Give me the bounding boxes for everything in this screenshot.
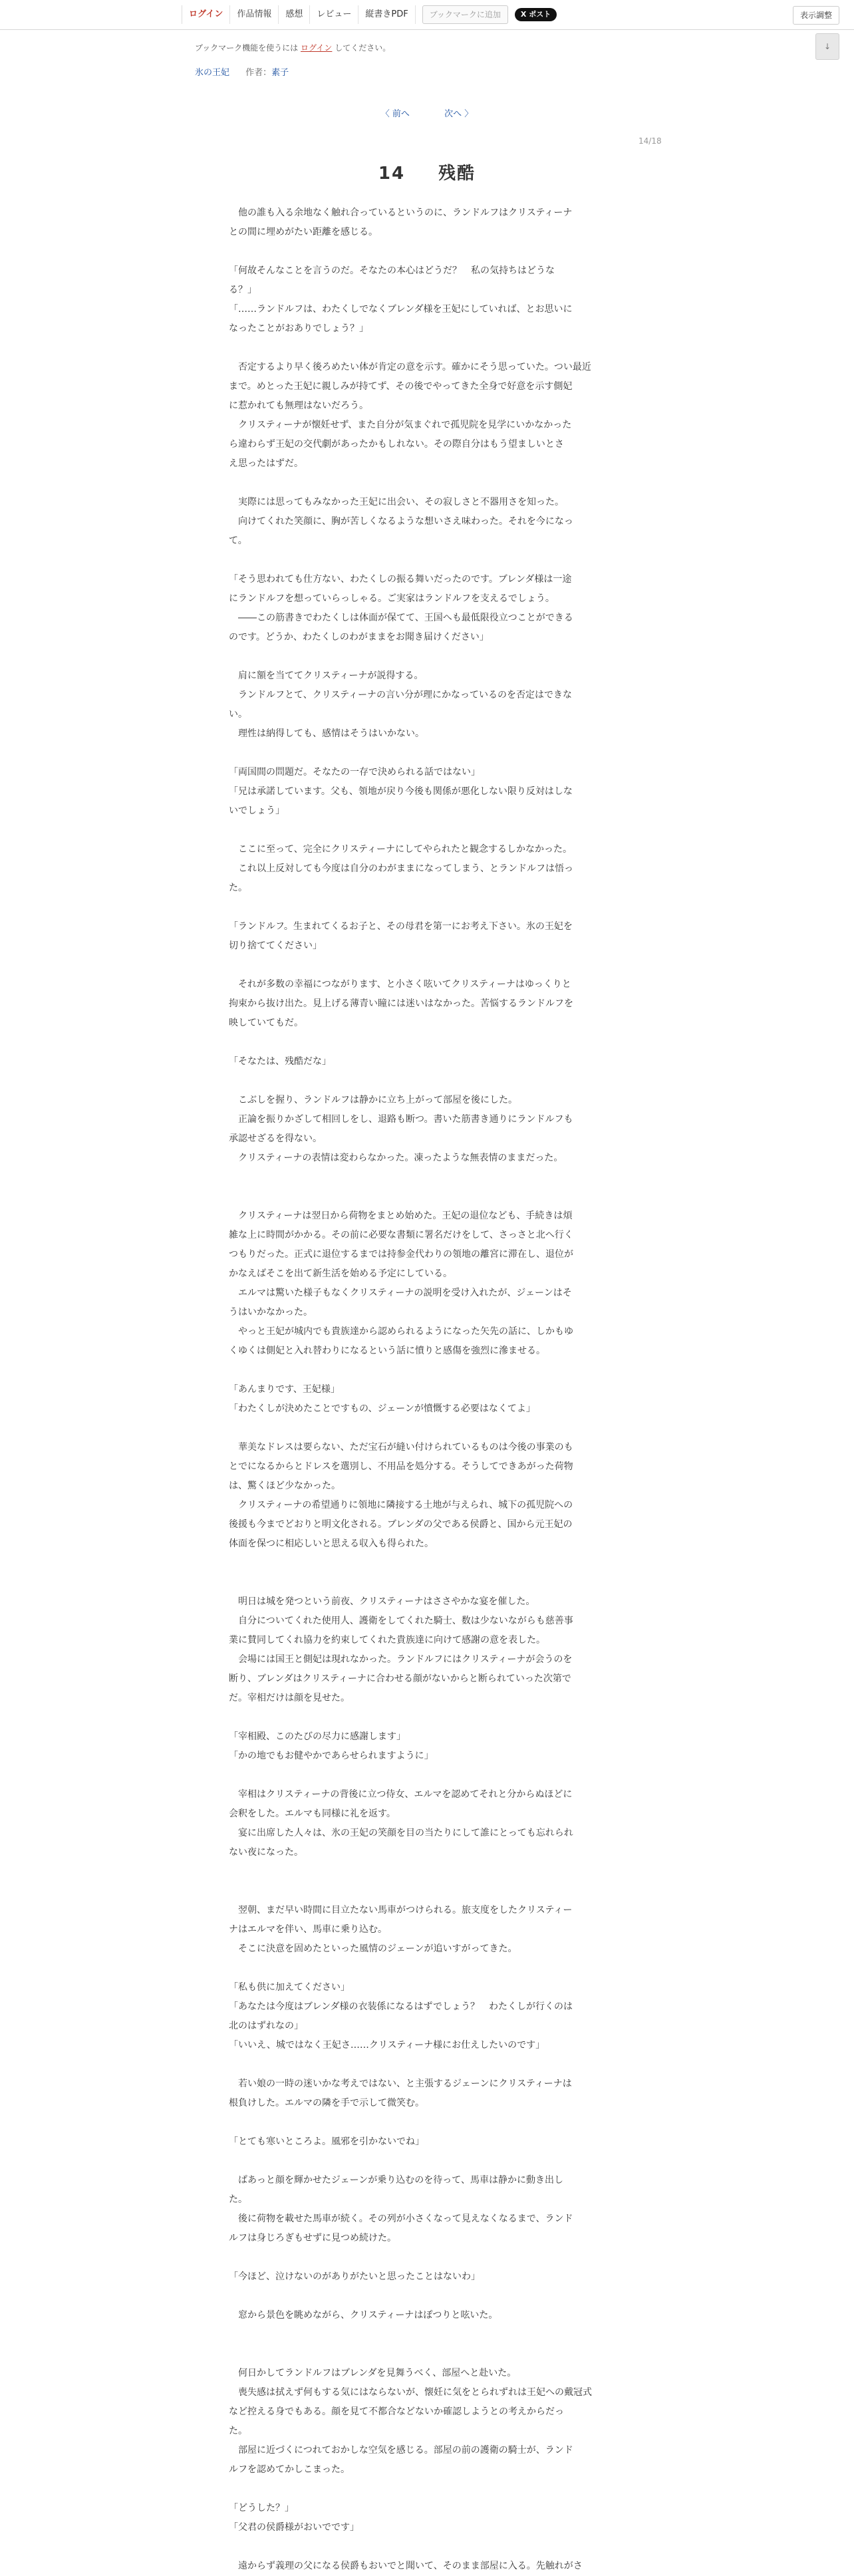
- novel-line: [229, 242, 625, 261]
- x-post-button[interactable]: X ポスト: [515, 8, 557, 21]
- novel-line: 会場には国王と側妃は現れなかった。ランドルフにはクリスティーナが会うのを: [229, 1654, 573, 1665]
- notice-text-before: ブックマーク機能を使うには: [195, 43, 301, 53]
- novel-line: [229, 1168, 625, 1187]
- novel-line: にランドルフを想っていらっしゃる。ご実家はランドルフを支えるでしょう。: [229, 593, 555, 604]
- novel-line: とでになるからとドレスを選別し、不用品を処分する。そうしてできあがった荷物: [229, 1461, 573, 1472]
- novel-line: くゆくは側妃と入れ替わりになるという話に憤りと感傷を強烈に滲ませる。: [229, 1346, 545, 1356]
- novel-line: [229, 1766, 625, 1785]
- novel-line: 「いいえ、城ではなく王妃さ……クリスティーナ様にお仕えしたいのです」: [229, 2040, 545, 2051]
- novel-line: [229, 1419, 625, 1438]
- novel-line: [229, 2055, 625, 2075]
- novel-line: エルマは驚いた様子もなくクリスティーナの説明を受け入れたが、ジェーンはそ: [229, 1288, 572, 1298]
- novel-line: ナはエルマを伴い、馬車に乗り込む。: [229, 1924, 387, 1935]
- novel-line: 「宰相殿、このたびの尽力に感謝します」: [229, 1731, 406, 1742]
- nav-vertical-pdf[interactable]: 縦書きPDF: [358, 5, 415, 24]
- novel-line: 向けてくれた笑顔に、胸が苦しくなるような想いさえ味わった。それを今になっ: [229, 516, 573, 527]
- novel-line: など控える身でもある。顔を見て不都合などないか確認しようとの考えからだっ: [229, 2406, 564, 2417]
- nav-review[interactable]: レビュー: [309, 5, 358, 24]
- novel-line: [229, 1959, 625, 1978]
- novel-line: いでしょう」: [229, 805, 285, 816]
- novel-line: 体面を保つに相応しいと思える収入も得られた。: [229, 1538, 434, 1549]
- novel-line: 部屋に近づくにつれておかしな空気を感じる。部屋の前の護衛の騎士が、ランド: [229, 2445, 573, 2456]
- novel-line: い。: [229, 709, 247, 720]
- prev-chapter-link[interactable]: 〈 前へ: [380, 109, 410, 119]
- author-link[interactable]: 素子: [271, 68, 289, 78]
- novel-line: ない夜になった。: [229, 1847, 303, 1858]
- novel-line: 他の誰も入る余地なく触れ合っているというのに、ランドルフはクリスティーナ: [229, 208, 573, 218]
- novel-line: 肩に額を当ててクリスティーナが説得する。: [229, 670, 424, 681]
- novel-line: [229, 898, 625, 917]
- novel-line: [229, 744, 625, 763]
- chapter-title-text: 残酷: [438, 164, 476, 184]
- novel-line: クリスティーナの希望通りに領地に隣接する土地が与えられ、城下の孤児院への: [229, 1500, 573, 1510]
- novel-line: 「どうした？」: [229, 2503, 294, 2513]
- novel-line: 翌朝、まだ早い時間に目立たない馬車がつけられる。旅支度をしたクリスティー: [229, 1905, 573, 1916]
- novel-line: 断り、ブレンダはクリスティーナに合わせる顔がないからと断られていった次第で: [229, 1673, 571, 1684]
- notice-login-link[interactable]: ログイン: [300, 43, 333, 53]
- novel-line: 「父君の侯爵様がおいでです」: [229, 2522, 359, 2533]
- novel-line: 後に荷物を載せた馬車が続く。その列が小さくなって見えなくなるまで、ランド: [229, 2214, 573, 2224]
- novel-line: 否定するより早く後ろめたい体が肯定の意を示す。確かにそう思っていた。つい最近: [229, 362, 591, 372]
- novel-line: [229, 1361, 625, 1380]
- novel-line: 北のはずれなの」: [229, 2021, 303, 2031]
- novel-line: 華美なドレスは要らない、ただ宝石が縫い付けられているものは今後の事業のも: [229, 1442, 573, 1453]
- novel-line: [229, 1882, 625, 1901]
- novel-line: [229, 2113, 625, 2132]
- novel-line: 窓から景色を眺めながら、クリスティーナはぽつりと呟いた。: [229, 2310, 498, 2321]
- novel-line: 「……ランドルフは、わたくしでなくブレンダ様を王妃にしていれば、とお思いに: [229, 304, 573, 315]
- novel-line: 拘束から抜け出た。見上げる薄青い瞳には迷いはなかった。苦悩するランドルフを: [229, 998, 573, 1009]
- novel-line: [229, 474, 625, 493]
- novel-line: 「何故そんなことを言うのだ。そなたの本心はどうだ？ 私の気持ちはどうな: [229, 265, 555, 276]
- next-chapter-link[interactable]: 次へ 〉: [444, 109, 474, 119]
- author-label: 作者：: [245, 68, 272, 78]
- chevron-down-icon: ↓: [823, 42, 831, 51]
- chapter-title: [0, 160, 854, 184]
- novel-line: 自分についてくれた使用人、護衛をしてくれた騎士、数は少ないながらも慈善事: [229, 1616, 573, 1626]
- novel-line: こぶしを握り、ランドルフは静かに立ち上がって部屋を後にした。: [229, 1095, 517, 1105]
- nav-login[interactable]: ログイン: [182, 5, 229, 24]
- novel-line: 何日かしてランドルフはブレンダを見舞うべく、部屋へと赴いた。: [229, 2368, 517, 2378]
- novel-line: 切り捨ててください」: [229, 940, 322, 951]
- novel-line: ここに至って、完全にクリスティーナにしてやられたと観念するしかなかった。: [229, 844, 573, 855]
- novel-line: だ。宰相だけは顔を見せた。: [229, 1693, 350, 1703]
- novel-line: [229, 1187, 625, 1207]
- novel-line: 雑な上に時間がかかる。その前に必要な書類に署名だけをして、さっさと北へ行く: [229, 1230, 573, 1240]
- novel-line: との間に埋めがたい距離を感じる。: [229, 227, 378, 237]
- novel-line: やっと王妃が城内でも貴族達から認められるようになった矢先の話に、しかもゆ: [229, 1326, 573, 1337]
- work-meta: [195, 65, 289, 78]
- novel-line: [229, 1033, 625, 1052]
- novel-line: た。: [229, 2426, 247, 2436]
- novel-line: 承認せざるを得ない。: [229, 1133, 322, 1144]
- novel-line: ルフを認めてかしこまった。: [229, 2464, 350, 2475]
- novel-line: 「かの地でもお健やかであらせられますように」: [229, 1751, 434, 1761]
- novel-line: なったことがおありでしょう？」: [229, 323, 368, 334]
- bookmark-login-notice: [195, 42, 390, 53]
- novel-line: かなえばそこを出て新生活を始める予定にしている。: [229, 1268, 452, 1279]
- nav-menu: [182, 5, 557, 24]
- novel-line: た。: [229, 2194, 247, 2205]
- novel-line: 「両国間の問題だ。そなたの一存で決められる話ではない」: [229, 767, 480, 778]
- novel-line: うはいかなかった。: [229, 1307, 313, 1318]
- novel-line: 喪失感は拭えず何もする気にはならないが、懐妊に気をとられずれは王妃への戴冠式: [229, 2387, 592, 2398]
- novel-line: [229, 339, 625, 358]
- novel-line: それが多数の幸福につながります、と小さく呟いてクリスティーナはゆっくりと: [229, 979, 571, 990]
- novel-line: 遠からず義理の父になる侯爵もおいでと聞いて、そのまま部屋に入る。先触れがさ: [229, 2561, 583, 2571]
- novel-line: [229, 2345, 625, 2364]
- novel-line: は、驚くほど少なかった。: [229, 1481, 341, 1491]
- novel-line: ぱあっと顔を輝かせたジェーンが乗り込むのを待って、馬車は静かに動き出し: [229, 2175, 564, 2186]
- novel-line: [229, 2325, 625, 2345]
- chapter-pager: [0, 106, 854, 119]
- novel-line: て。: [229, 535, 247, 546]
- series-link[interactable]: 氷の王妃: [195, 68, 230, 78]
- novel-line: ルフは身じろぎもせずに見つめ続けた。: [229, 2233, 396, 2243]
- novel-line: [229, 821, 625, 840]
- novel-line: ――この筋書きでわたくしは体面が保てて、王国へも最低限役立つことができる: [229, 613, 573, 623]
- novel-line: 「とても寒いところよ。風邪を引かないでね」: [229, 2136, 424, 2147]
- novel-line: 「兄は承諾しています。父も、領地が戻り今後も関係が悪化しない限り反対はしな: [229, 786, 573, 797]
- novel-line: これ以上反対しても今度は自分のわがままになってしまう、とランドルフは悟っ: [229, 863, 573, 874]
- novel-line: 若い娘の一時の迷いかな考えではない、と主張するジェーンにクリスティーナは: [229, 2078, 572, 2089]
- novel-line: そこに決意を固めたといった風情のジェーンが追いすがってきた。: [229, 1943, 517, 1954]
- nav-work-info[interactable]: 作品情報: [229, 5, 278, 24]
- novel-line: [229, 1554, 625, 1573]
- novel-line: [229, 551, 625, 570]
- novel-line: 業に賛同してくれ協力を約束してくれた貴族達に向けて感謝の意を表した。: [229, 1635, 545, 1646]
- novel-line: [229, 956, 625, 975]
- novel-line: 「ランドルフ。生まれてくるお子と、その母君を第一にお考え下さい。氷の王妃を: [229, 921, 573, 932]
- novel-line: 「あなたは今度はブレンダ様の衣装係になるはずでしょう？ わたくしが行くのは: [229, 2001, 573, 2012]
- novel-line: [229, 647, 625, 666]
- scroll-down-button[interactable]: [815, 33, 839, 60]
- novel-line: 「私も供に加えてください」: [229, 1982, 350, 1993]
- novel-line: [229, 1573, 625, 1592]
- novel-line: 会釈をした。エルマも同様に礼を返す。: [229, 1808, 396, 1819]
- novel-line: 映していてもだ。: [229, 1018, 303, 1028]
- novel-line: え思ったはずだ。: [229, 458, 303, 469]
- novel-line: 「わたくしが決めたことですもの、ジェーンが憤慨する必要はなくてよ」: [229, 1403, 535, 1414]
- novel-line: クリスティーナの表情は変わらなかった。凍ったような無表情のままだった。: [229, 1153, 563, 1163]
- novel-line: [229, 2537, 625, 2557]
- nav-impressions[interactable]: 感想: [278, 5, 309, 24]
- novel-line: のです。どうか、わたくしのわがままをお聞き届けください」: [229, 632, 489, 643]
- novel-line: 後援も今までどおりと明文化される。ブレンダの父である侯爵と、国から元王妃の: [229, 1519, 573, 1530]
- novel-line: 「今ほど、泣けないのがありがたいと思ったことはないわ」: [229, 2271, 480, 2282]
- novel-line: クリスティーナが懐妊せず、また自分が気まぐれで孤児院を見学にいかなかった: [229, 420, 572, 430]
- novel-line: ランドルフとて、クリスティーナの言い分が理にかなっているのを否定はできな: [229, 690, 573, 700]
- novel-line: つもりだった。正式に退位するまでは持参金代わりの領地の離宮に滞在し、退位が: [229, 1249, 573, 1260]
- novel-line: クリスティーナは翌日から荷物をまとめ始めた。王妃の退位なども、手続きは煩: [229, 1211, 573, 1221]
- novel-line: る？」: [229, 285, 257, 295]
- add-bookmark-button[interactable]: ブックマークに追加: [422, 5, 508, 24]
- novel-line: [229, 2480, 625, 2499]
- novel-line: に惹かれても無理はないだろう。: [229, 400, 368, 411]
- novel-line: [229, 1862, 625, 1882]
- novel-line: 根負けした。エルマの隣を手で示して微笑む。: [229, 2098, 424, 2108]
- top-navigation-bar: [0, 0, 854, 30]
- novel-line: 正論を振りかざして相回しをし、退路も断つ。書いた筋書き通りにランドルフも: [229, 1114, 573, 1125]
- novel-line: 「そなたは、残酷だな」: [229, 1056, 331, 1067]
- novel-line: 理性は納得しても、感情はそうはいかない。: [229, 728, 424, 739]
- display-settings-button[interactable]: 表示調整: [793, 6, 839, 25]
- novel-line: 「あんまりです、王妃様」: [229, 1384, 340, 1395]
- novel-line: まで。めとった王妃に親しみが持てず、その後でやってきた全身で好意を示す側妃: [229, 381, 573, 392]
- novel-line: 「そう思われても仕方ない、わたくしの振る舞いだったのです。ブレンダ様は一途: [229, 574, 572, 585]
- notice-text-after: してください。: [332, 43, 391, 53]
- chapter-number: 14: [378, 164, 406, 184]
- chapter-progress: 14/18: [639, 136, 662, 146]
- novel-line: [229, 2152, 625, 2171]
- novel-line: た。: [229, 883, 247, 893]
- novel-line: 宴に出席した人々は、氷の王妃の笑顔を目の当たりにして誰にとっても忘れられ: [229, 1828, 573, 1838]
- novel-line: [229, 1708, 625, 1727]
- novel-body: [229, 204, 625, 2576]
- novel-line: 明日は城を発つという前夜、クリスティーナはささやかな宴を催した。: [229, 1596, 535, 1607]
- novel-line: [229, 2248, 625, 2267]
- novel-line: 実際には思ってもみなかった王妃に出会い、その寂しさと不器用さを知った。: [229, 497, 564, 507]
- novel-line: [229, 2287, 625, 2306]
- novel-line: [229, 1072, 625, 1091]
- novel-line: ら違わらず王妃の交代劇があったかもしれない。その際自分はもう望ましいとさ: [229, 439, 564, 450]
- novel-line: 宰相はクリスティーナの背後に立つ侍女、エルマを認めてそれと分からぬほどに: [229, 1789, 573, 1800]
